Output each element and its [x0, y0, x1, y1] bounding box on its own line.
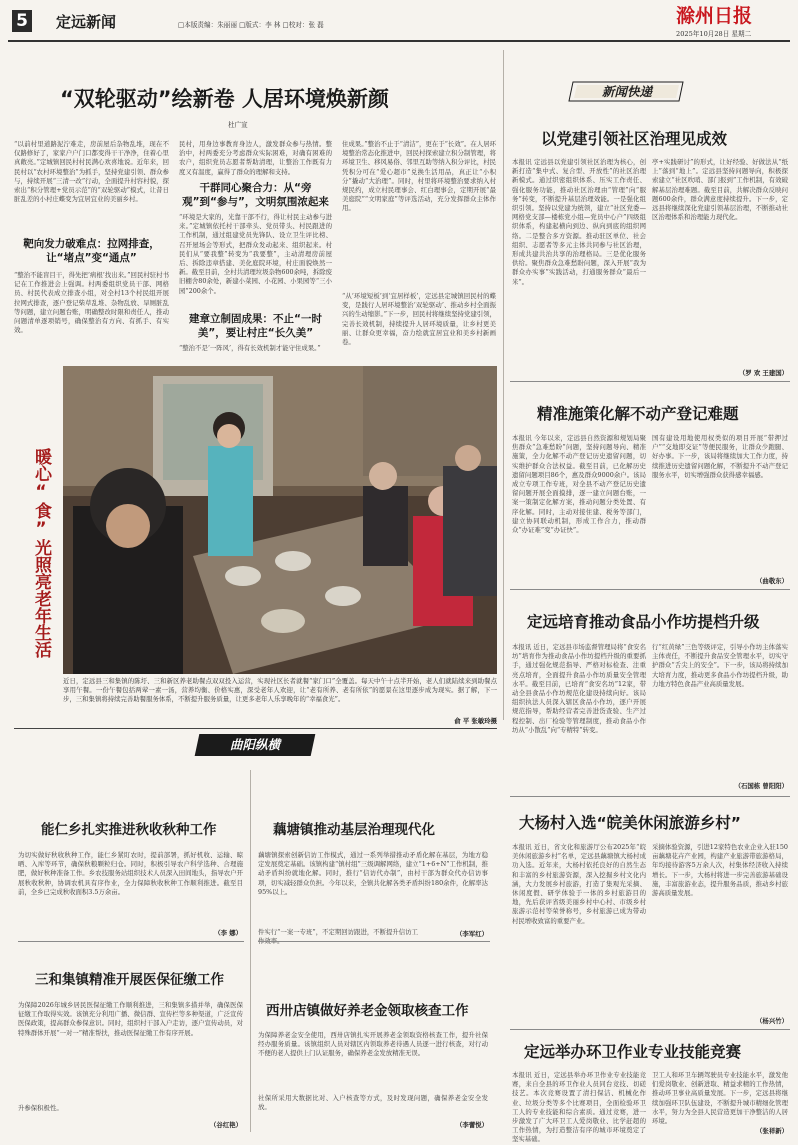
news-express-label: 新闻快递 — [601, 84, 652, 99]
article-sanitation-contest-author: （张祥新） — [756, 1127, 788, 1135]
page-number: 5 — [16, 11, 28, 31]
article-sanitation-contest-title: 定远举办环卫作业专业技能竞赛 — [524, 1043, 742, 1061]
quyang-grassroots-governance-title: 藕塘镇推动基层治理现代化 — [273, 822, 435, 838]
quyang-banner-label: 曲阳纵横 — [229, 737, 280, 752]
canteen-photo-art — [63, 366, 497, 674]
article-property-registration-body-2: 国有建设用地使用权类似的项目开展“带押过户”“交地即交证”等便民服务，让群众少跑腿、好办事。下一步，该局将继续加大工作力度，持续推进历史遗留问题化解，不断提升不动产登记服务水平，切实增强群众获得感幸福感。 — [652, 434, 788, 479]
quyang-pension-verification-body-2: 社保所采用大数据比对、入户核查等方式，及时发现问题，确保养老金安全发放。 — [258, 1094, 488, 1112]
right-column-divider — [503, 50, 504, 720]
lead-col3-body-1: 住成果。”整治不止于“清洁”，更在于“长效”。在人居环境整治常态化推进中，回民村探索建立积分制管理，将环境卫生、移风易俗、邻里互助等纳入积分评比，村民凭积分可在“爱心超市”兑换生活用品，真正让“小积分”撬动“大治理”。同时，村里将环境整治要求纳入村规民约，成立村民理事会、红白理事会，定期开展“最美庭院”“文明家庭”等评选活动，充分发挥群众主体作用。 — [342, 140, 496, 213]
article-leisure-village-body-2: 采摘体验资源，引进12家特色农业企业入驻150亩藕塘花卉产业园，构建产业旅游带旅游格局，年均接待游客5万余人次，村集体经济收入持续增长。下一步，大杨村将进一步完善旅游基础设施，丰富旅游业态，提升服务品质，推动乡村旅游高质量发展。 — [652, 843, 788, 898]
rule-a3 — [510, 796, 790, 797]
rule-a1 — [510, 381, 790, 382]
article-food-workshop-author: （石国栋 曾阳阳） — [734, 782, 788, 790]
quyang-medical-insurance-body-2: 升参保积极性。 — [18, 1104, 63, 1112]
rule-a4 — [510, 1029, 790, 1030]
lead-col2-body-2: “整治不是‘一阵风’，得有长效机制才能守住成果。” — [179, 344, 321, 352]
article-property-registration-title: 精准施策化解不动产登记难题 — [537, 405, 739, 423]
quyang-medical-insurance-body: 为保障2026年城乡居民医保征缴工作顺利推进，三和集镇多措并举，确保医保征缴工作取得实效。该镇充分利用广播、微信群、宣传栏等多种渠道，广泛宣传医保政策，提高群众参保意识。同时，组织村干部入户走访，逐户宣传动员，对特殊群体开展“一对一”精准帮扶，推动医保征缴工作有序开展。 — [18, 1001, 243, 1037]
article-sanitation-contest-body: 本报讯 近日，定远县举办环卫作业专业技能竞赛，来自全县的环卫作业人员同台竞技、切磋技艺。本次竞赛设置了清扫保洁、机械化作业、垃圾分类等多个比赛项目，全面检验环卫工人的专业技能和综合素质。通过竞赛，进一步激发了广大环卫工人爱岗敬业、比学赶超的工作热情，为打造整洁有序的城市环境奠定了坚实基础。 — [512, 1071, 646, 1144]
rule-a2 — [510, 589, 790, 590]
lead-col2-subhead-2: 建章立制固成果：不止“一时美”，要让村庄“长久美” — [189, 313, 322, 339]
article-food-workshop-title: 定远培育推动食品小作坊提档升级 — [527, 613, 760, 631]
rule-q1 — [18, 941, 244, 942]
rule-q2 — [258, 941, 490, 942]
article-party-building-body-2: 亭+实践研讨”的形式，让好经验、好做法从“纸上”落到“地上”。定远县坚持问题导向，积极探索建立“社区吹哨、部门报到”工作机制，有效破解基层治理难题。截至目前，共解决群众反映问题600余件，群众满意度持续提升。下一步，定远县将继续深化党建引领基层治理，不断推动社区治理体系和治理能力现代化。 — [652, 158, 788, 222]
article-party-building-body: 本报讯 定远县以党建引领社区治理为核心，创新打造“集中式、复合型、开放性”的社区治理新模式。通过织密组织体系、压实工作责任、强化服务功能，推动社区治理由“管理”向“服务”转变，不断提升基层治理效能。一是强化组织引领。坚持以党建为统领，建立“社区党委—网格党支部—楼栋党小组—党员中心户”四级组织体系，构建起横向到边、纵向到底的组织网络。二是整合多方资源。推动驻区单位、社会组织、志愿者等多元主体共同参与社区治理，形成共建共治共享的治理格局。三是优化服务供给。聚焦群众急难愁盼问题，深入开展“我为群众办实事”实践活动，打通服务群众“最后一米”。 — [512, 158, 646, 286]
quyang-grassroots-governance-author: （李军红） — [456, 930, 488, 938]
article-party-building-title: 以党建引领社区治理见成效 — [541, 130, 728, 148]
quyang-grassroots-governance-body: 藕塘镇探索创新信访工作模式，通过一系列举措推动矛盾化解在基层，为地方稳定发展奠定基础。该镇构建“镇村组”三级调解网络，建立“1+6+N”工作机制，推动矛盾纠纷就地化解。同时，推行“信访代办制”，由村干部为群众代办信访事项，切实减轻群众负担。今年以来，全镇共化解各类矛盾纠纷180余件，化解率达95%以上。 — [258, 851, 488, 896]
issue-date: 2025年10月28日 星期二 — [676, 30, 752, 38]
quyang-medical-insurance-author: （谷红艳） — [210, 1121, 242, 1129]
quyang-autumn-harvest-title: 能仁乡扎实推进秋收秋种工作 — [41, 822, 217, 838]
lead-headline: “双轮驱动”绘新卷 人居环境焕新颜 — [60, 87, 389, 111]
masthead-rule — [8, 40, 790, 42]
lead-col1-subhead: 靶向发力破难点：拉网排查，让“堵点”变“通点” — [23, 238, 160, 264]
article-leisure-village-body: 本报讯 近日，省文化和旅游厅公布2025年“皖美休闲旅游乡村”名单，定远县藕塘镇大杨村成功入选。近年来，大杨村依托良好的自然生态和丰富的乡村旅游资源，深入挖掘乡村文化内涵，大力发展乡村旅游，打造了集观光采摘、休闲度假、研学体验于一体的乡村旅游目的地，先后获评省级美丽乡村中心村、市级乡村旅游示范村等荣誉称号，乡村旅游已成为带动村民增收致富的重要产业。 — [512, 843, 646, 925]
section-title: 定远新闻 — [56, 13, 117, 31]
photo-story-caption: 近日，定远县三和集镇的陈圩、三和新区养老助餐点双双投入运营，实现社区长者就餐“家门口”全覆盖。每天中午十点半开始，老人们就陆续来到助餐点享用午餐。一份午餐包括两荤一素一汤，营养均衡、价格实惠，深受老年人欢迎，让“老有所养、老有所依”的愿景在这里逐步成为现实。据了解，下一步，三和集镇将持续完善助餐服务体系，不断提升服务质量，让更多老年人乐享晚年的“幸福食光”。 — [63, 677, 497, 703]
masthead — [0, 0, 798, 36]
article-party-building-author: （罗 欢 王建国） — [738, 369, 788, 377]
quyang-pension-verification-body: 为保障养老金安全使用，西卅店镇扎实开展养老金领取资格核查工作，提升社保经办服务质量。该镇组织人员对辖区内领取养老待遇人员逐一进行核查，对行动不便的老人提供上门认证服务，确保养老金发放精准无误。 — [258, 1031, 488, 1058]
quyang-pension-verification-title: 西卅店镇做好养老金领取核查工作 — [266, 1003, 469, 1019]
lead-col1-intro: “以前村里道路泥泞难走，房前屋后杂物乱堆，现在不仅路修好了，家家户户门口都变得干干净净，住着心里真敞亮。”定城镇回民村村民满心欢喜地说。近年来，回民村以“农村环境整治”为抓手，坚持党建引领、群众参与，持续开展“三清一改”行动，全面提升村容村貌，探索出“积分管理+党员示范”的“双轮驱动”模式，让昔日脏乱差的小村庄蝶变为宜居宜业的美丽乡村。 — [14, 140, 169, 204]
photo-story-title: 暖心“食”光照亮老年生活 — [31, 448, 51, 658]
quyang-autumn-harvest-body: 为切实做好秋收秋种工作，能仁乡紧盯农时，提前部署，抓好机收、运输、晾晒、入库等环节，确保秋粮颗粒归仓。同时，积极引导农户科学选种、合理施肥，做好秋种准备工作。乡农技服务站组织技术人员深入田间地头，指导农户开展秋收秋种，协调农机具有序作业，全力保障秋收秋种工作顺利推进。截至目前，全乡已完成秋收面积3.5万余亩。 — [18, 851, 243, 896]
article-food-workshop-body: 本报讯 近日，定远县市场监督管理局将“食安名坊”培育作为推动食品小作坊提档升级的重要抓手，通过强化规范指导、严格对标检查、注重亮点培育，全面提升食品小作坊质量安全管理水平。截至目前，已培育“食安名坊”12家，带动全县食品小作坊规范化建设持续向好。该局组织执法人员深入辖区食品小作坊，逐户开展规范指导，帮助经营者完善进货查验、生产过程控制、出厂检验等管理制度，推动食品小作坊从“小散乱”向“专精特”转变。 — [512, 643, 646, 734]
article-leisure-village-title: 大杨村入选“皖美休闲旅游乡村” — [519, 814, 741, 832]
article-property-registration-body: 本报讯 今年以来，定远县自然资源和规划局聚焦群众“急难愁盼”问题，坚持问题导向、精准施策，全力化解不动产登记历史遗留问题，切实维护群众合法权益。截至目前，已化解历史遗留问题项目86个，惠及群众9000余户。该局成立专项工作专班，对全县不动产登记历史遗留问题开展全面摸排，逐一建立问题台账，一案一策制定化解方案，推动问题分类处置、有序化解。同时，主动对接住建、税务等部门，建立协同联动机制，形成工作合力，推动群众“办证难”变“办证快”。 — [512, 434, 646, 535]
newspaper-name: 滁州日报 — [676, 5, 753, 27]
lead-col2-body-1: “环境是大家的，光靠干部不行，得让村民主动参与进来。”定城镇依托村干部牵头、党员带头、村民跟进的工作机制，通过组建党员先锋队、设立卫生评比榜、召开屋场会等形式，把群众发动起来、组织起来。村民们从“要我整”转变为“我要整”，主动清理房前屋后、拆除违章搭建、美化庭院环境，村庄面貌焕然一新。截至目前，全村共清理垃圾杂物600余吨，拆除废旧棚舍80余处，新建小菜园、小花园、小果园等“三小园”200余个。 — [179, 213, 332, 295]
quyang-center-divider — [250, 770, 251, 1132]
article-property-registration-author: （曲敬东） — [756, 577, 788, 585]
photo-story-credit: 俞 平 张敏玲摄 — [454, 717, 497, 725]
lead-col1-body: “整治不能盲目干，得先把‘病根’找出来。”回民村驻村书记在工作推进会上强调。村两委组织党员干部、网格员、村民代表成立排查小组，对全村13个村民组开展拉网式排查，逐户登记柴草乱堆、杂物乱放、旱厕脏乱等问题，建立问题台账，明确整改时限和责任人，推动问题清单逐项销号，确保整治有方向、有抓手、有实效。 — [14, 271, 169, 335]
quyang-medical-insurance-title: 三和集镇精准开展医保征缴工作 — [35, 972, 224, 988]
quyang-grassroots-governance-body-2: 件实行“一案一专班”，不定期回访跟进，不断提升信访工 — [258, 928, 418, 936]
article-leisure-village-author: （杨兴竹） — [756, 1017, 788, 1025]
lead-col3-body-2: “从‘环境短板’到‘宜居样板’，定远县定城镇回民村的蝶变，是践行人居环境整治‘双轮驱动’、推动乡村全面振兴的生动缩影。”下一步，回民村将继续坚持党建引领，完善长效机制，持续提升人居环境质量，让乡村更美丽、让群众更幸福，奋力绘就宜居宜业和美乡村新画卷。 — [342, 292, 496, 347]
canteen-photo — [63, 366, 497, 674]
staff-credits: □本版责编：朱丽丽 □版式：李 林 □校对：张 磊 — [178, 21, 324, 29]
news-express-banner — [567, 80, 687, 103]
quyang-pension-verification-author: （李蕾悦） — [456, 1121, 488, 1129]
lead-byline: 杜广宣 — [228, 121, 248, 129]
lead-col2-subhead-1: 干群同心聚合力：从“旁观”到“参与”，文明氛围浓起来 — [182, 182, 329, 208]
article-food-workshop-body-2: 行“红黄绿”三色等级评定，引导小作坊主体落实主体责任，不断提升食品安全管理水平，切实守护群众“舌尖上的安全”。下一步，该局将持续加大培育力度，推动更多食品小作坊提档升级，助力地方特色食品产业高质量发展。 — [652, 643, 788, 688]
lead-col2-intro: 民村，用身边事教育身边人，激发群众参与热情。整治中，村两委充分考虑群众实际困难，对确有困难的农户，组织党员志愿者帮助清理，让整治工作既有力度又有温度，赢得了群众的理解和支持。 — [179, 140, 332, 176]
quyang-top-rule — [14, 728, 497, 729]
article-sanitation-contest-body-2: 卫工人和环卫车辆驾驶员专业技能水平，激发他们爱岗敬业、创新进取、精益求精的工作热情，推动环卫事业高质量发展。下一步，定远县将继续加强环卫队伍建设，不断提升城市精细化管理水平，努力为全县人民营造更加干净整洁的人居环境。 — [652, 1071, 788, 1126]
quyang-autumn-harvest-author: （李 娜） — [214, 929, 242, 937]
